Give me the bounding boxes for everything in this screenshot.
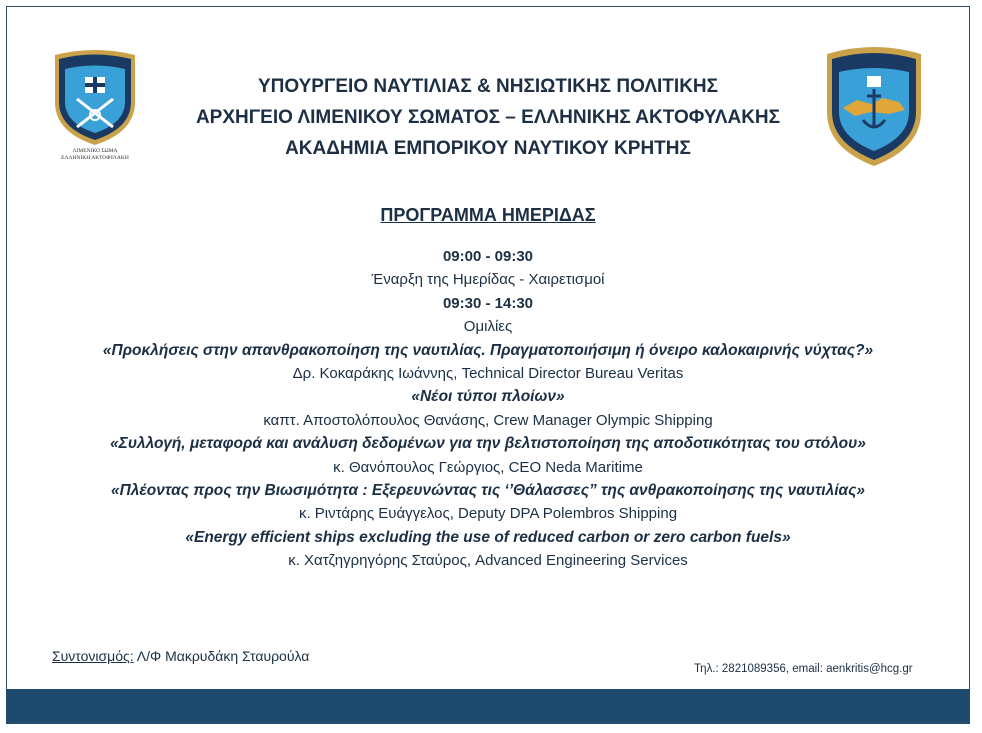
talk-speaker: κ. Θανόπουλος Γεώργιος, CEO Neda Maritime — [333, 458, 643, 476]
talk-speaker: καπτ. Αποστολόπουλος Θανάσης, Crew Manager Olympic Shipping — [263, 411, 713, 429]
slot1-text: Έναρξη της Ημερίδας - Χαιρετισμοί — [371, 271, 605, 289]
flyer-page — [6, 6, 970, 724]
coordination-name: Λ/Φ Μακρυδάκη Σταυρούλα — [133, 648, 310, 664]
ministry-title: ΥΠΟΥΡΓΕΙΟ ΝΑΥΤΙΛΙΑΣ & ΝΗΣΙΩΤΙΚΗΣ ΠΟΛΙΤΙΚΗΣ — [257, 76, 719, 97]
left-caption-line2: ΕΛΛΗΝΙΚΗ ΑΚΤΟΦΥΛΑΚΗ — [61, 155, 129, 161]
talk-speaker: Δρ. Κοκαράκης Ιωάννης, Technical Director Bureau Veritas — [292, 365, 684, 383]
slot1-time: 09:00 - 09:30 — [442, 248, 534, 265]
slot2-time: 09:30 - 14:30 — [442, 294, 534, 312]
left-caption-line1: ΛΙΜΕΝΙΚΟ ΣΩΜΑ — [72, 148, 118, 154]
talk-title: «Νέοι τύποι πλοίων» — [411, 388, 565, 406]
coordination-label: Συντονισμός: — [52, 648, 134, 664]
agenda — [7, 245, 969, 573]
footer-bar — [7, 689, 969, 723]
talk-title: «Energy efficient ships excluding the use of reduced carbon or zero carbon fuels» — [185, 528, 791, 546]
talk-speaker: κ. Ριντάρης Ευάγγελος, Deputy DPA Polembros Shipping — [298, 505, 678, 523]
program-title: ΠΡΟΓΡΑΜΜΑ ΗΜΕΡΙΔΑΣ — [380, 205, 596, 225]
slot2-text: Ομιλίες — [463, 318, 513, 336]
talk-title: «Πλέοντας προς την Βιωσιμότητα : Εξερευνώντας τις ‘’Θάλασσες” της ανθρακοποίησης της ναυτιλίας» — [110, 482, 866, 500]
header — [7, 71, 969, 164]
coordination — [52, 648, 309, 664]
talk-speaker: κ. Χατζηγρηγόρης Σταύρος, Advanced Engineering Services — [288, 552, 688, 570]
talk-title: «Συλλογή, μεταφορά και ανάλυση δεδομένων για την βελτιστοποίηση της αποδοτικότητας του στόλου» — [110, 435, 866, 453]
academy-title: ΑΚΑΔΗΜΙΑ ΕΜΠΟΡΙΚΟΥ ΝΑΥΤΙΚΟΥ ΚΡΗΤΗΣ — [285, 138, 691, 159]
talk-title: «Προκλήσεις στην απανθρακοποίηση της ναυτιλίας. Πραγματοποιήσιμη ή όνειρο καλοκαιρινής νύχτας?» — [102, 341, 874, 359]
contact-info: Τηλ.: 2821089356, email: aenkritis@hcg.gr — [694, 663, 913, 675]
coast-guard-title: ΑΡΧΗΓΕΙΟ ΛΙΜΕΝΙΚΟΥ ΣΩΜΑΤΟΣ – ΕΛΛΗΝΙΚΗΣ ΑΚΤΟΦΥΛΑΚΗΣ — [195, 107, 781, 128]
